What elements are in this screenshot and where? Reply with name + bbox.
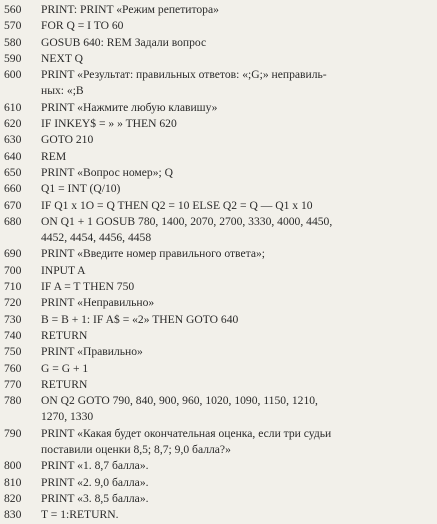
line-number: 730 [4, 312, 22, 326]
line-code [34, 377, 437, 393]
statement-text: Q1 = INT (Q/10) [41, 182, 121, 196]
line-code [34, 426, 437, 459]
statement-text: PRINT «Правильно» [41, 345, 143, 359]
statement-text: PRINT «Нажмите любую клавишу» [41, 100, 218, 114]
code-line [0, 100, 437, 116]
line-number: 630 [4, 133, 22, 147]
statement-text: PRINT: PRINT «Режим репетитора» [41, 3, 219, 16]
line-code [34, 246, 437, 262]
line-code [34, 491, 437, 507]
code-line [0, 491, 437, 507]
statement-text: IF A = T THEN 750 [41, 280, 135, 294]
code-line [0, 116, 437, 132]
line-number: 640 [4, 149, 22, 163]
line-code [34, 165, 437, 181]
statement-text: ON Q1 + 1 GOSUB 780, 1400, 2070, 2700, 3330, 4000, 4450, [41, 214, 333, 228]
line-number: 620 [4, 117, 22, 131]
code-line [0, 458, 437, 474]
line-code [34, 149, 437, 165]
line-number: 750 [4, 345, 22, 359]
code-line [0, 35, 437, 51]
code-line [0, 344, 437, 360]
code-line [0, 214, 437, 247]
line-code [34, 458, 437, 474]
code-line [0, 295, 437, 311]
line-code [34, 507, 437, 523]
statement-text: PRINT «3. 8,5 балла». [41, 491, 149, 505]
line-code [34, 295, 437, 311]
line-code [34, 198, 437, 214]
code-line [0, 51, 437, 67]
statement-text: IF Q1 x 1O = Q THEN Q2 = 10 ELSE Q2 = Q — Q1 x 10 [41, 198, 313, 212]
code-line [0, 246, 437, 262]
statement-text: PRINT «Неправильно» [41, 296, 155, 310]
line-code [34, 393, 437, 426]
statement-text: GOSUB 640: REM Задали вопрос [41, 35, 207, 49]
statement-continuation: ных: «;B [41, 84, 84, 98]
line-code [34, 475, 437, 491]
line-number: 770 [4, 377, 22, 391]
line-number: 680 [4, 214, 22, 228]
code-line [0, 165, 437, 181]
statement-text: PRINT «2. 9,0 балла». [41, 475, 149, 489]
line-code [34, 2, 437, 18]
statement-text: PRINT «Какая будет окончательная оценка, если три судьи [41, 426, 332, 440]
statement-text: PRINT «Результат: правильных ответов: «;G;» неправиль- [41, 68, 327, 82]
code-line [0, 263, 437, 279]
line-number: 760 [4, 361, 22, 375]
statement-text: T = 1:RETURN. [41, 508, 119, 522]
statement-text: PRINT «1. 8,7 балла». [41, 459, 149, 473]
code-line [0, 393, 437, 426]
line-code [34, 361, 437, 377]
line-code [34, 51, 437, 67]
code-line [0, 2, 437, 18]
statement-continuation: 1270, 1330 [41, 410, 94, 424]
statement-text: RETURN [41, 328, 88, 342]
line-number: 570 [4, 19, 22, 33]
statement-text: NEXT Q [41, 51, 83, 65]
code-line [0, 18, 437, 34]
code-line [0, 149, 437, 165]
line-code [34, 100, 437, 116]
line-number: 710 [4, 280, 22, 294]
code-line [0, 181, 437, 197]
line-number: 720 [4, 296, 22, 310]
line-code [34, 214, 437, 247]
line-code [34, 35, 437, 51]
line-number: 660 [4, 182, 22, 196]
line-code [34, 116, 437, 132]
line-number: 580 [4, 35, 22, 49]
line-number: 610 [4, 100, 22, 114]
code-line [0, 328, 437, 344]
line-number: 810 [4, 475, 22, 489]
code-line [0, 426, 437, 459]
line-number: 740 [4, 328, 22, 342]
line-code [34, 67, 437, 100]
code-line [0, 198, 437, 214]
line-number: 800 [4, 459, 22, 473]
statement-text: PRINT «Вопрос номер»; Q [41, 165, 173, 179]
line-code [34, 312, 437, 328]
code-line [0, 377, 437, 393]
statement-text: B = B + 1: IF A$ = «2» THEN GOTO 640 [41, 312, 239, 326]
code-line [0, 361, 437, 377]
line-number: 590 [4, 51, 22, 65]
line-number: 560 [4, 3, 22, 16]
line-code [34, 328, 437, 344]
statement-continuation: 4452, 4454, 4456, 4458 [41, 231, 152, 245]
statement-continuation: поставили оценки 8,5; 8,7; 9,0 балла?» [41, 443, 231, 457]
statement-text: ON Q2 GOTO 790, 840, 900, 960, 1020, 1090, 1150, 1210, [41, 394, 318, 408]
line-number: 780 [4, 394, 22, 408]
basic-listing [0, 2, 437, 524]
code-line [0, 67, 437, 100]
statement-text: PRINT «Введите номер правильного ответа»; [41, 247, 265, 261]
statement-text: INPUT A [41, 263, 86, 277]
line-number: 670 [4, 198, 22, 212]
line-number: 700 [4, 263, 22, 277]
statement-text: G = G + 1 [41, 361, 89, 375]
statement-text: REM [41, 149, 67, 163]
line-code [34, 344, 437, 360]
line-number: 790 [4, 426, 22, 440]
line-code [34, 132, 437, 148]
code-line [0, 312, 437, 328]
statement-text: FOR Q = I TO 60 [41, 19, 124, 33]
code-line [0, 475, 437, 491]
line-code [34, 18, 437, 34]
line-number: 600 [4, 68, 22, 82]
code-line [0, 279, 437, 295]
line-code [34, 181, 437, 197]
statement-text: GOTO 210 [41, 133, 94, 147]
line-number: 820 [4, 491, 22, 505]
code-line [0, 132, 437, 148]
line-number: 690 [4, 247, 22, 261]
statement-text: RETURN [41, 377, 88, 391]
line-number: 650 [4, 165, 22, 179]
code-line [0, 507, 437, 523]
line-code [34, 263, 437, 279]
statement-text: IF INKEY$ = » » THEN 620 [41, 117, 177, 131]
line-number: 830 [4, 508, 22, 522]
line-code [34, 279, 437, 295]
